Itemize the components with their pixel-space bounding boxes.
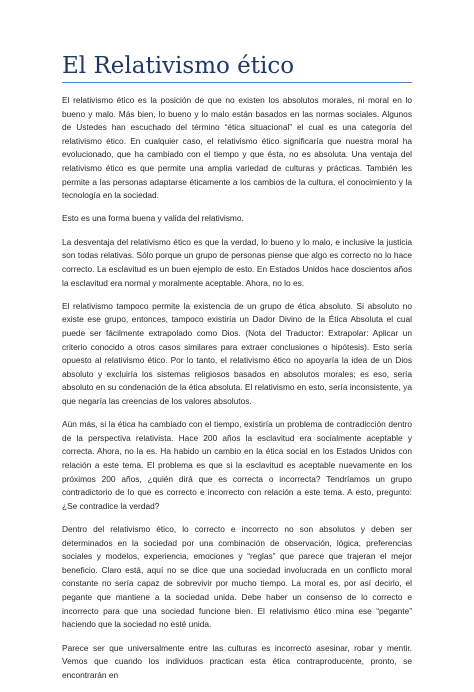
paragraph-3: La desventaja del relativismo ético es que la verdad, lo bueno y lo malo, e inclusive la justicia son todas relativas. Sólo porque un grupo de personas piense que algo es correcto no lo hace correcto. La esclavitud es un buen ejemplo de esto. En Estados Unidos hace doscientos años la esclavitud era normal y moralmente aceptable. Ahora, no lo es. [62, 236, 412, 288]
paragraph-4: El relativismo tampoco permite la existencia de un grupo de ética absoluto. Si absoluto no existe ese grupo, entonces, tampoco existiría un Dador Divino de la Ética Absoluta el cual puede ser fácilmente extrapolado como Dios. (Nota del Traductor: Extrapolar: Aplicar un criterio conocido a otros casos similares para extraer conclusiones o hipótesis). Esto sería opuesto al relativismo ético. Por lo tanto, el relativismo ético no apoyaría la idea de un Dios absoluto y excluiría los sistemas religiosos basados en absolutos morales; es eso, sería absoluto en su condenación de la ética absoluta. El relativismo en esto, sería inconsistente, ya que negaría las creencias de los valores absolutos. [62, 300, 412, 406]
paragraph-1: El relativismo ético es la posición de que no existen los absolutos morales, ni moral en lo bueno y malo. Más bien, lo bueno y lo malo están basados en las normas sociales. Algunos de Ustedes han escuchado del término “ética situacional” el cual es una categoría del relativismo ético. En cualquier caso, el relativismo ético significaría que nuestra moral ha evolucionado, que ha cambiado con el tiempo y que ésta, no es absoluta. Una ventaja del relativismo ético es que permite una amplia variedad de culturas y prácticas. También les permite a las personas adaptarse éticamente a los cambios de la cultura, el conocimiento y la tecnología en la sociedad. [62, 95, 412, 201]
document-title: El Relativismo ético [62, 53, 295, 79]
paragraph-7: Parece ser que universalmente entre las culturas es incorrecto asesinar, robar y mentir. Vemos que cuando los individuos practican esta ética contraproducente, pronto, se encontrarán en [62, 642, 412, 680]
title-underline [62, 82, 412, 83]
paragraph-6: Dentro del relativismo ético, lo correcto e incorrecto no son absolutos y deben ser determinados en la sociedad por una combinación de observación, lógica, preferencias sociales y modelos, experiencia, emociones y “reglas” que parece que trajeran el mejor beneficio. Claro está, aquí no se dice que una sociedad involucrada en un conflicto moral constante no sería capaz de sobrevivir por mucho tiempo. La moral es, por así decirlo, el pegante que mantiene a la sociedad unida. Debe haber un consenso de lo correcto e incorrecto para que una sociedad funcione bien. El relativismo ético mina ese “pegante” haciendo que la sociedad no esté unida. [62, 524, 412, 630]
document-body [62, 94, 412, 692]
paragraph-2: Esto es una forma buena y valida del relativismo. [62, 213, 244, 224]
paragraph-5: Aún más, si la ética ha cambiado con el tiempo, existiría un problema de contradicción dentro de la perspectiva relativista. Hace 200 años la esclavitud era socialmente aceptable y correcta. Ahora, no la es. Ha habido un cambio en la ética social en los Estados Unidos con relación a este tema. El problema es que si la esclavitud es aceptable nuevamente en los próximos 200 años, ¿quién dirá que es correcta o incorrecta? Tendríamos un grupo contradictorio de lo que es correcto e incorrecto con relación a este tema. A esto, pregunto: ¿Se contradice la verdad? [62, 419, 412, 511]
